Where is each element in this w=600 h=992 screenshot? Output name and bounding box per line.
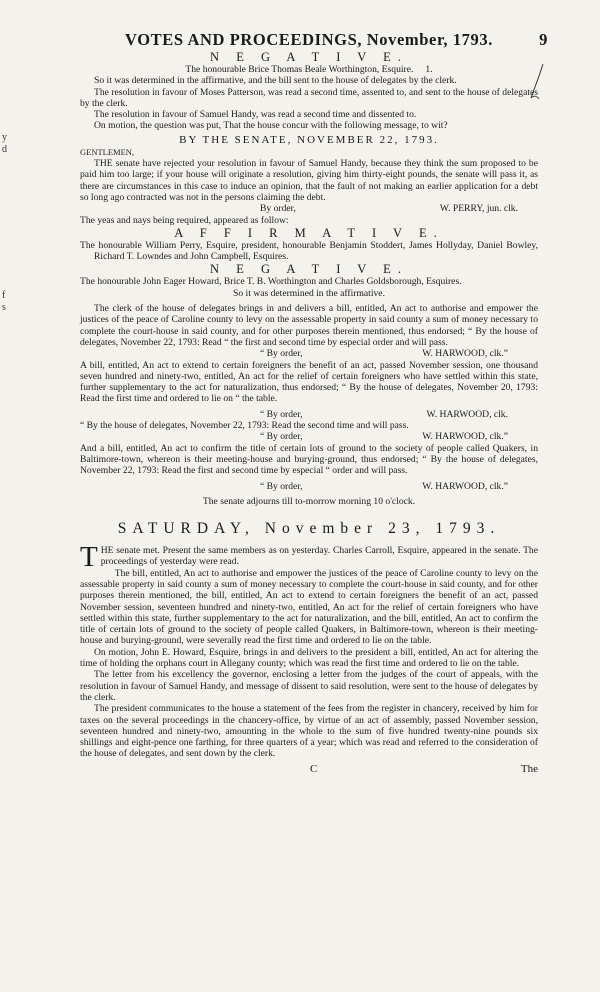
page-footer bbox=[80, 764, 538, 775]
signature: W. HARWOOD, clk.” bbox=[422, 431, 508, 443]
affirmative-heading: A F F I R M A T I V E. bbox=[174, 225, 444, 240]
signature: W. HARWOOD, clk. bbox=[426, 408, 508, 420]
margin-fragment: s bbox=[2, 302, 6, 313]
by-order: “ By order, bbox=[260, 408, 303, 420]
bill-signature-line bbox=[80, 431, 538, 442]
paragraph: The resolution in favour of Samuel Handy, was read a second time and dissented to. bbox=[94, 109, 417, 121]
paragraph: The resolution in favour of Moses Patterson, was read a second time, assented to, and sent to the house of delegates by the clerk. bbox=[80, 86, 538, 109]
determined-line: So it was determined in the affirmative. bbox=[233, 287, 385, 299]
margin-fragment: d bbox=[2, 144, 7, 155]
paragraph: The president communicates to the house a statement of the fees from the register in chancery, received by him for taxes on the several proceedings in the chancery-office, by virtue of an act of assembly, passed November session, seventeen hundred and ninety-two, amounting in the whole to the sum of five hundred twenty-nine pounds six shillings and eight-pence one farthing, for three quarters of a year; which was read and referred to the consideration of the house of delegates, and sent down by the clerk. bbox=[80, 703, 538, 760]
negative-names bbox=[80, 64, 538, 75]
by-order: By order, bbox=[260, 203, 296, 215]
bill-paragraph: And a bill, entitled, An act to confirm the title of certain lots of ground to the society of people called Quakers, in Baltimore-town, whereon is their meeting-house and burying-ground, thus endorsed; “ By the house of delegates, November 22, 1793: Read the first and second time by especial “ order and will pass. bbox=[80, 442, 538, 477]
affirmative-names: The honourable William Perry, Esquire, president, honourable Benjamin Stoddert, James Hollyday, Daniel Bowley, Richard T. Lowndes and John Campbell, Esquires. bbox=[80, 239, 538, 263]
bill-signature-line bbox=[80, 481, 538, 492]
text-column bbox=[80, 30, 548, 775]
yeas-intro: The yeas and nays being required, appeared as follow: bbox=[80, 214, 289, 226]
opening-paragraph bbox=[80, 541, 538, 574]
negative-heading: N E G A T I V E. bbox=[210, 50, 408, 64]
paragraph: On motion, John E. Howard, Esquire, brings in and delivers to the president a bill, entitled, An act for altering the time of holding the orphans court in Allegany county; which was read the first time and ordered to lie on the table. bbox=[80, 646, 538, 670]
message-signature-line bbox=[80, 203, 538, 214]
signature: W. HARWOOD, clk.” bbox=[422, 348, 508, 360]
negative-names: The honourable John Eager Howard, Brice T. B. Worthington and Charles Goldsborough, Esquires. bbox=[80, 276, 462, 288]
signature-mark: C bbox=[310, 762, 318, 775]
margin-fragment: y bbox=[2, 132, 7, 143]
bill-paragraph: A bill, entitled, An act to extend to certain foreigners the benefit of an act, passed November session, one thousand seven hundred and ninety-two, entitled, An act for the relief of certain foreigners who have settled within this state, further supplementary to the act for naturalization, thus endorsed; “ By the house of delegates, November 20, 1793: Read the first time and ordered to lie on “ the table. bbox=[80, 359, 538, 405]
running-title: VOTES AND PROCEEDINGS, November, 1793. bbox=[125, 30, 493, 49]
signature: W. HARWOOD, clk.” bbox=[422, 480, 508, 492]
senate-heading: BY THE SENATE, NOVEMBER 22, 1793. bbox=[179, 133, 439, 146]
bill-endorsement: “ By the house of delegates, November 22, 1793: Read the second time and will pass. bbox=[80, 420, 409, 432]
opening-text: HE senate met. Present the same members as on yesterday. Charles Carroll, Esquire, appeared in the senate. The proceedings of yesterday were read. bbox=[100, 545, 538, 568]
bill-paragraph: The clerk of the house of delegates brings in and delivers a bill, entitled, An act to authorise and empower the justices of the peace of Caroline county to levy on the assessable property in said county a sum of money necessary to complete the court-house in said county, and for other purposes therein mentioned, thus endorsed; “ By the house of delegates, November 22, 1793: Read “ the first and second time by especial order and will pass. bbox=[80, 303, 538, 348]
paragraph: The bill, entitled, An act to authorise and empower the justices of the peace of Caroline county to levy on the assessable property in said county a sum of money necessary to complete the court-house in said county, and for other purposes therein mentioned, the bill, entitled, An act to extend to certain foreigners the benefit of an act, passed November session, seventeen hundred and ninety-two, entitled, An act for the relief of certain foreigners who have settled within this state, further supplementary to the act for naturalization, and the bill, entitled, An act to confirm the title of certain lots of ground to the society of people called Quakers, in Baltimore-town, whereon is their meeting-house and burying-ground, were severally read the first time and ordered to lie on the table. bbox=[80, 567, 538, 647]
bill-signature-line bbox=[80, 409, 538, 420]
paragraph: So it was determined in the affirmative, and the bill sent to the house of delegates by the clerk. bbox=[94, 75, 457, 87]
negative-count: 1. bbox=[425, 64, 433, 75]
negative-names-text: The honourable Brice Thomas Beale Worthington, Esquire. bbox=[185, 64, 414, 75]
drop-cap: T bbox=[80, 541, 98, 574]
adjourn-line: The senate adjourns till to-morrow morning 10 o'clock. bbox=[202, 495, 416, 507]
signature: W. PERRY, jun. clk. bbox=[439, 203, 518, 215]
by-order: “ By order, bbox=[260, 348, 303, 360]
paragraph: On motion, the question was put, That the house concur with the following message, to wit? bbox=[94, 120, 448, 132]
catchword: The bbox=[520, 762, 538, 775]
message-body: THE senate have rejected your resolution in favour of Samuel Handy, because they think the sum proposed to be paid him too large; if your house will originate a resolution, giving him thirty-eight pounds, the senate will pass it, as there are circumstances in this case to induce an opinion, that the fault of not making an earlier application for a debt so long ago contracted was not in the persons claiming the debt. bbox=[80, 158, 538, 203]
by-order: “ By order, bbox=[260, 431, 303, 443]
paragraph: The letter from his excellency the governor, enclosing a letter from the judges of the court of appeals, with the resolution in favour of Samuel Handy, and message of dissent to said resolution, were sent to the house of delegates by the clerk. bbox=[80, 669, 538, 703]
day-heading: SATURDAY, November 23, 1793. bbox=[117, 520, 501, 538]
negative-heading: N E G A T I V E. bbox=[210, 262, 408, 277]
bill-signature-line bbox=[80, 348, 538, 359]
message-salutation: GENTLEMEN, bbox=[80, 146, 135, 157]
page-number: 9 bbox=[539, 30, 548, 49]
margin-fragment: f bbox=[2, 290, 6, 301]
by-order: “ By order, bbox=[260, 480, 303, 492]
running-header bbox=[80, 30, 548, 50]
